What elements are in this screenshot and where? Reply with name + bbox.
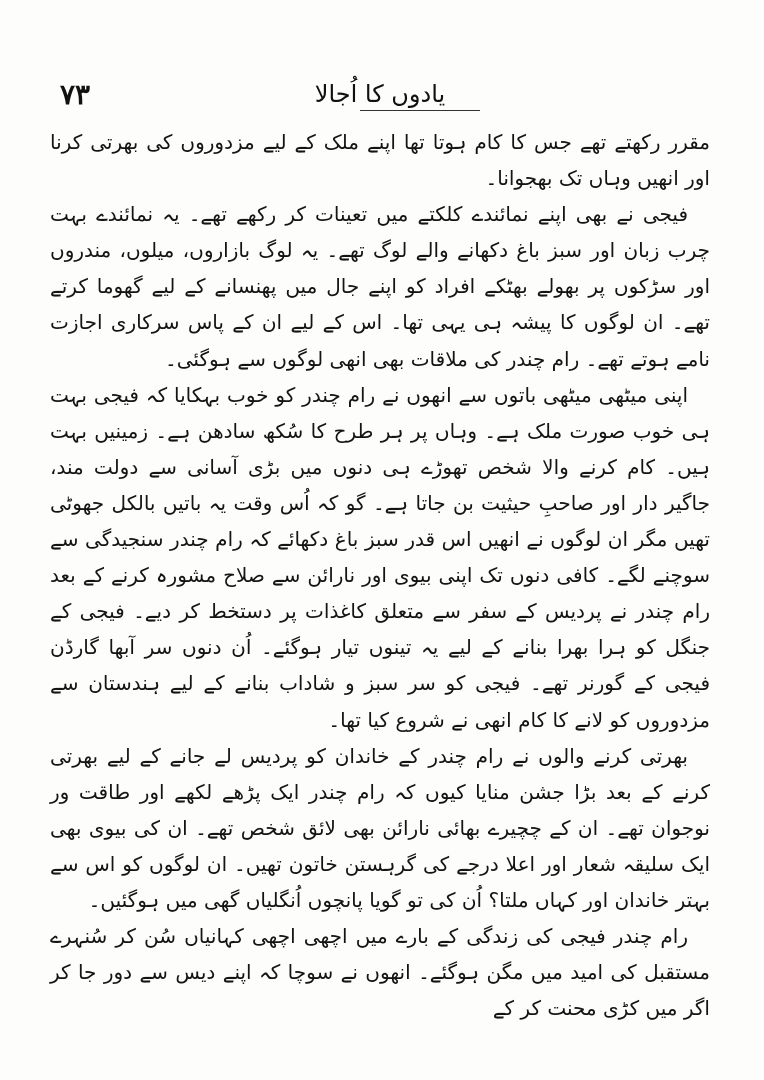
page-header (60, 78, 700, 118)
paragraph-2: فیجی نے بھی اپنے نمائندے کلکتے میں تعینات کر رکھے تھے۔ یہ نمائندے بہت چرب زبان اور سبز باغ دکھانے والے لوگ تھے۔ یہ لوگ بازاروں، میلوں، مندروں اور سڑکوں پر بھولے بھٹکے افراد کو اپنے جال میں پھنسانے کے لیے گھوما کرتے تھے۔ ان لوگوں کا پیشہ ہی یہی تھا۔ اس کے لیے ان کے پاس سرکاری اجازت نامے ہوتے تھے۔ رام چندر کی ملاقات بھی انھی لوگوں سے ہوگئی۔ (50, 202, 710, 371)
paragraph-4: بھرتی کرنے والوں نے رام چندر کے خاندان کو پردیس لے جانے کے لیے بھرتی کرنے کے بعد بڑا جشن منایا کیوں کہ رام چندر ایک پڑھے لکھے اور طاقت ور نوجوان تھے۔ ان کے چچیرے بھائی نارائن بھی لائق شخص تھے۔ ان کی بیوی بھی ایک سلیقہ شعار اور اعلا درجے کی گرہستن خاتون تھیں۔ ان لوگوں کو اس سے بہتر خاندان اور کہاں ملتا؟ اُن کی تو گویا پانچوں اُنگلیاں گھی میں ہوگئیں۔ (50, 743, 710, 912)
body-text (50, 124, 710, 1026)
page-number: ۷۳ (60, 78, 91, 111)
paragraph-3: اپنی میٹھی میٹھی باتوں سے انھوں نے رام چندر کو خوب بہکایا کہ فیجی بہت ہی خوب صورت ملک ہے۔ وہاں پر ہر طرح کا سُکھ سادھن ہے۔ زمینیں بہت ہیں۔ کام کرنے والا شخص تھوڑے ہی دنوں میں بڑی آسانی سے دولت مند، جاگیر دار اور صاحبِ حیثیت بن جاتا ہے۔ گو کہ اُس وقت یہ باتیں بالکل جھوٹی تھیں مگر ان لوگوں نے انھیں اس قدر سبز باغ دکھائے کہ رام چندر سنجیدگی سے سوچنے لگے۔ کافی دنوں تک اپنی بیوی اور نارائن سے صلاح مشورہ کرنے کے بعد رام چندر نے پردیس کے سفر سے متعلق کاغذات پر دستخط کر دیے۔ فیجی کے جنگل کو ہرا بھرا بنانے کے لیے یہ تینوں تیار ہوگئے۔ اُن دنوں سر آبھا گارڈن فیجی کے گورنر تھے۔ فیجی کو سر سبز و شاداب بنانے کے لیے ہندستان سے مزدوروں کو لانے کا کام انھی نے شروع کیا تھا۔ (50, 382, 710, 732)
header-underline (360, 110, 480, 111)
running-title: یادوں کا اُجالا (314, 80, 446, 108)
paragraph-5: رام چندر فیجی کی زندگی کے بارے میں اچھی اچھی کہانیاں سُن کر سُنہرے مستقبل کی امید میں مگن ہوگئے۔ انھوں نے سوچا کہ اپنے دیس سے دور جا کر اگر میں کڑی محنت کر کے (50, 924, 710, 1021)
paragraph-1: مقرر رکھتے تھے جس کا کام ہوتا تھا اپنے ملک کے لیے مزدوروں کی بھرتی کرنا اور انھیں وہاں تک بھجوانا۔ (50, 130, 710, 191)
